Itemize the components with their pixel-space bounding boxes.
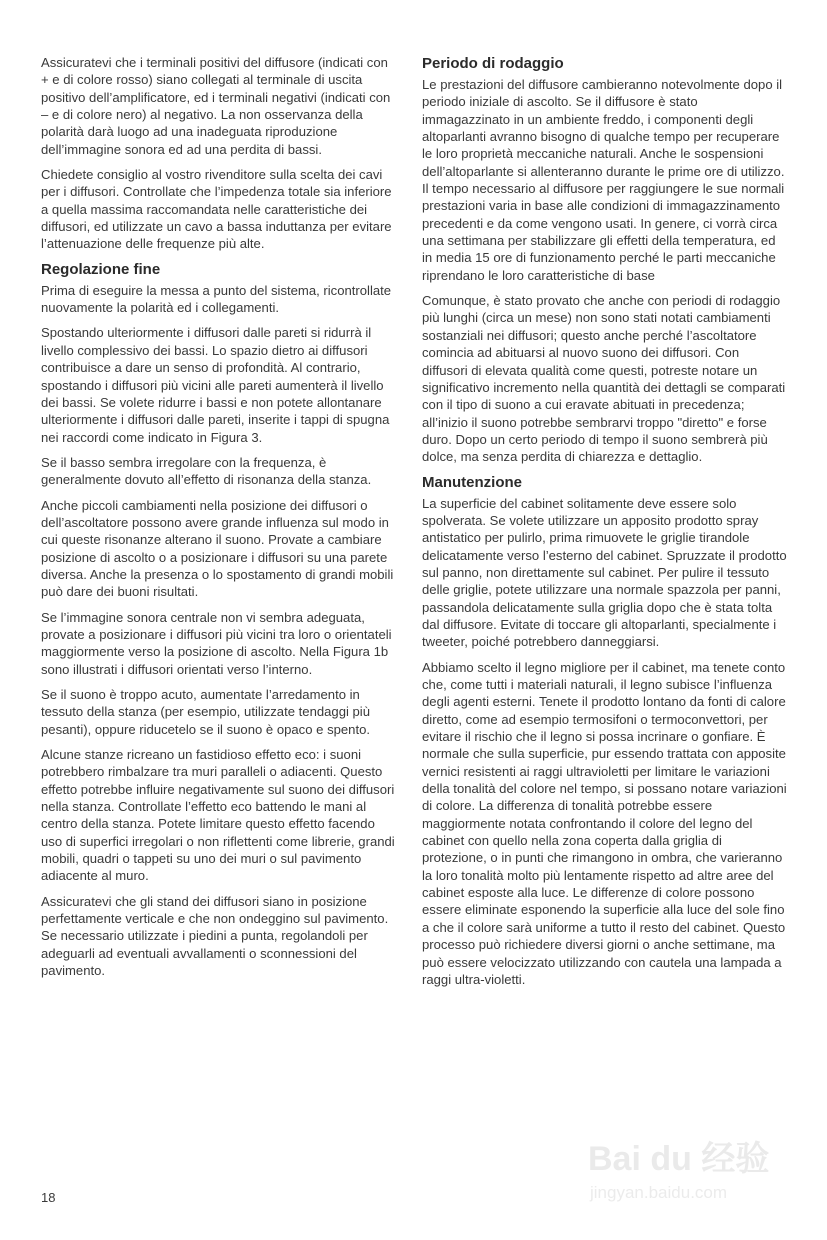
paragraph-wall-distance: Spostando ulteriormente i diffusori dalle pareti si ridurrà il livello complessivo dei bassi. Lo spazio dietro ai diffusori contribuisce a dare un senso di profondità. Al contrario, spostando i diffusori più vicini alle pareti aumenterà il livello dei bassi. Se volete ridurre i bassi e non potete allontanare ulteriormente i diffusori dalle pareti, inserite i tappi di spugna nei raccordi come indicato in Figura 3. — [41, 325, 390, 445]
heading-break-in: Periodo di rodaggio — [422, 55, 564, 72]
paragraph-room-resonance: Anche piccoli cambiamenti nella posizione dei diffusori o dell’ascoltatore possono avere grande influenza sul modo in cui queste risonanze alterano il suono. Provate a cambiare posizione di ascolto o a posizionare i diffusori su una parete diversa. Anche la presenza o lo spostamento di grandi mobili può dare dei buoni risultati. — [41, 497, 394, 600]
paragraph-wood-care: Abbiamo scelto il legno migliore per il cabinet, ma tenete conto che, come tutti i materiali naturali, il legno subisce l’influenza degli agenti esterni. Tenete il prodotto lontano da fonti di calore diretto, come ad esempio termosifoni o termoconvettori, per evitare il rischio che il legno si possa incrinare o gonfiare. È normale che sulla superficie, pur essendo trattata con apposite vernici resistenti ai raggi ultravioletti per limitare le variazioni della tonalità del colore nel tempo, si possano notare variazioni di colore. La differenza di tonalità potrebbe essere maggiormente notata confrontando il colore del legno del cabinet con quello nella zona coperta dalla griglia di protezione, o in punti che rimangono in ombra, che varieranno la loro tonalità molto più lentamente rispetto ad altre aree del cabinet esposte alla luce. Le differenze di colore possono essere eliminate esponendo la superficie alla luce del sole fino a che il colore sarà uniforme a tutto il resto del cabinet. Questo processo può richiedere diversi giorni o anche settimane, ma può essere velocizzato utilizzando con cautela una lampada a raggi ultra-violetti. — [422, 659, 787, 987]
baidu-watermark-logo — [586, 1136, 786, 1206]
heading-fine-tuning: Regolazione fine — [41, 260, 161, 278]
paragraph-sound-acute: Se il suono è troppo acuto, aumentate l’arredamento in tessuto della stanza (per esempio, utilizzate tendaggi più pesanti), oppure riducetelo se il suono è opaco e spento. — [41, 687, 371, 737]
paragraph-polarity: Assicuratevi che i terminali positivi del diffusore (indicati con + e di colore rosso) siano collegati al terminale di uscita positivo dell’amplificatore, ed i terminali negativi (indicati con – e di colore nero) al negativo. La non osservanza della polarità darà luogo ad una inadeguata riproduzione dell’immagine sonora ed ad una perdita di bassi. — [41, 55, 391, 157]
watermark-brand-text: Bai du 经验 — [588, 1140, 770, 1178]
page-number: 18 — [41, 1190, 56, 1205]
right-column — [422, 54, 788, 996]
left-column — [41, 54, 396, 988]
watermark-url-text: jingyan.baidu.com — [590, 1183, 728, 1202]
paragraph-central-image: Se l’immagine sonora centrale non vi sembra adeguata, provate a posizionare i diffusori più vicini tra loro o orientateli maggiormente verso la posizione di ascolto. Nella Figura 1b sono illustrati i diffusori orientati verso l’interno. — [41, 609, 392, 677]
paragraph-bass-irregular: Se il basso sembra irregolare con la frequenza, è generalmente dovuto all’effetto di risonanza della stanza. — [41, 454, 372, 488]
paragraph-cables: Chiedete consiglio al vostro rivenditore sulla scelta dei cavi per i diffusori. Controllate che l’impedenza totale sia inferiore a quella massima raccomandata nelle caratteristiche dei diffusori, ed utilizzate un cavo a bassa induttanza per evitare l’attenuazione delle frequenze più alte. — [41, 167, 392, 252]
paragraph-break-in: Le prestazioni del diffusore cambieranno notevolmente dopo il periodo iniziale di ascolto. Se il diffusore è stato immagazzinato in un ambiente freddo, i componenti degli altoparlanti avranno bisogno di qualche tempo per recuperare le loro proprietà meccaniche naturali. Anche le sospensioni dell’altoparlante si allenteranno durante le prime ore di utilizzo. Il tempo necessario al diffusore per raggiungere le sue normali prestazioni varia in base alle condizioni di immagazzinamento precedenti e da come vengono usati. In genere, ci vorrà circa una settimana per stabilizzare gli effetti della temperatura, ed in media 15 ore di funzionamento perché le parti meccaniche riprendano le loro caratteristiche di base — [422, 77, 785, 283]
paragraph-break-in-details: Comunque, è stato provato che anche con periodi di rodaggio più lunghi (circa un mese) non sono stati notati cambiamenti sostanziali nei diffusori; questo anche perché l’ascoltatore comincia ad abituarsi al nuovo suono dei diffusori. Con diffusori di elevata qualità come questi, potreste notare un significativo incremento nella quantità dei dettagli se comparati con il tipo di suono a cui eravate abituati in precedenza; all’inizio il suono potrebbe sembrarvi troppo "diretto" e forse duro. Dopo un certo periodo di tempo il suono sembrerà più dolce, ma senza perdita di chiarezza e dettaglio. — [422, 293, 786, 465]
paragraph-cleaning: La superficie del cabinet solitamente deve essere solo spolverata. Se volete utilizzare un apposito prodotto spray antistatico per pulirlo, prima rimuovete le griglie tirandole delicatamente verso l’esterno del cabinet. Spruzzate il prodotto sul panno, non direttamente sul cabinet. Per pulire il tessuto delle griglie, potete utilizzare una normale spazzola per panni, passandola delicatamente sulla griglia dopo che è stata tolta dal diffusore. Evitate di toccare gli altoparlanti, specialmente i tweeter, poiché potrebbero danneggiarsi. — [422, 495, 787, 650]
paragraph-echo: Alcune stanze ricreano un fastidioso effetto eco: i suoni potrebbero rimbalzare tra muri paralleli o adiacenti. Questo effetto potrebbe influire negativamente sul suono dei diffusori nella stanza. Controllate l’effetto eco battendo le mani al centro della stanza. Potete limitare questo effetto facendo uso di superfici irregolari o non riflettenti come librerie, grandi mobili, quadri o tappeti su uno dei muri o sul pavimento adiacente al muro. — [41, 747, 395, 884]
heading-maintenance: Manutenzione — [422, 473, 522, 491]
paragraph-stands: Assicuratevi che gli stand dei diffusori siano in posizione perfettamente verticale e che non ondeggino sul pavimento. Se necessario utilizzate i piedini a punta, regolandoli per adeguarli ad eventuali avvallamenti o sconnessioni del pavimento. — [41, 893, 389, 979]
paragraph-check-polarity: Prima di eseguire la messa a punto del sistema, ricontrollate nuovamente la polarità ed i collegamenti. — [41, 282, 392, 316]
